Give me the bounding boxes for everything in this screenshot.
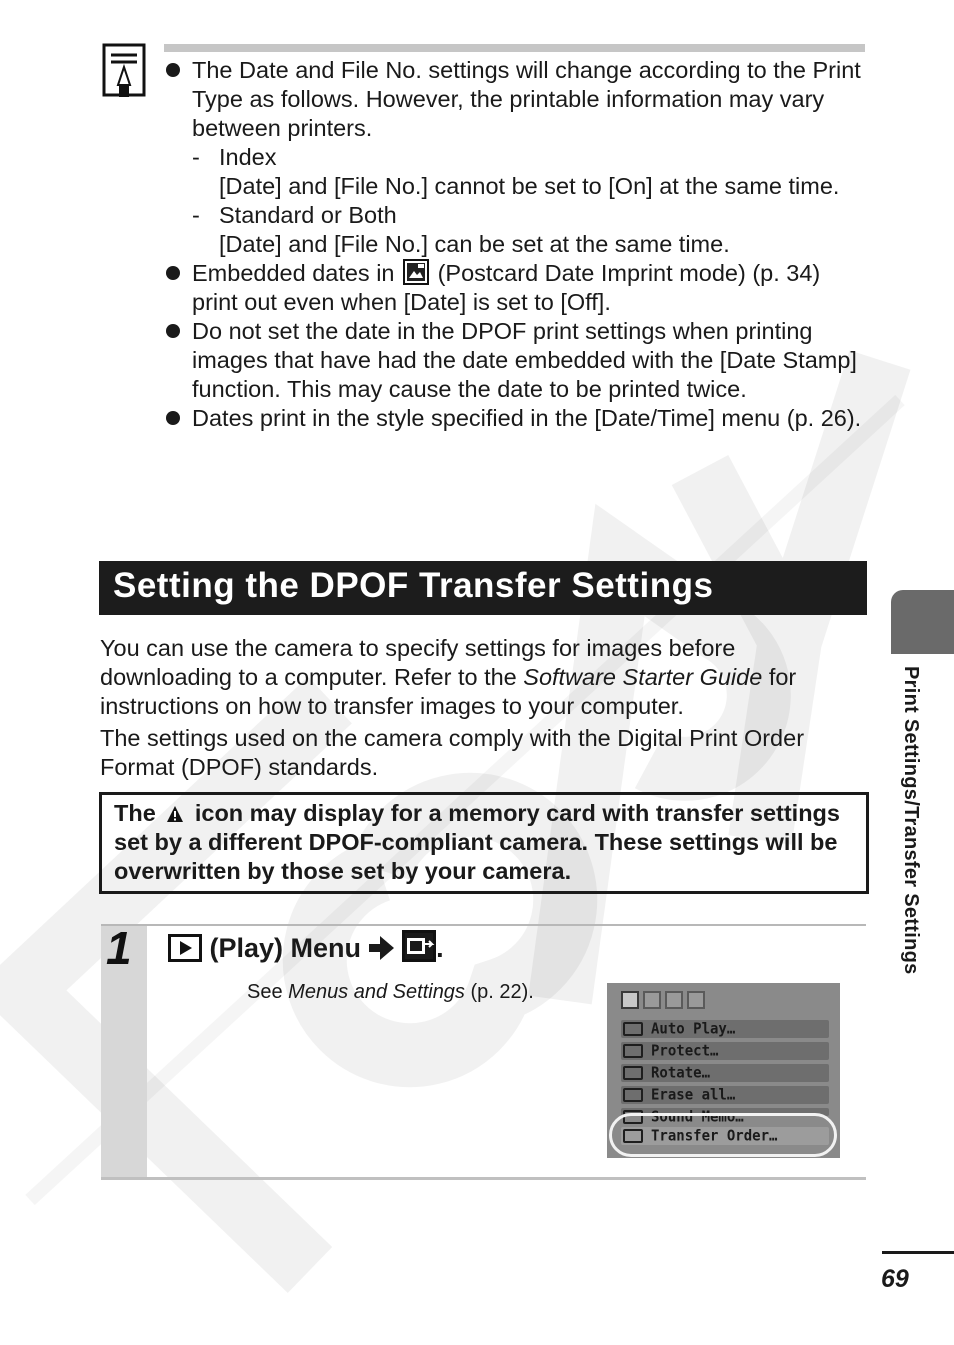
note-text: Do not set the date in the DPOF print settings when printing images that have had the date embedded with the [Date Stamp] function. This may cause the date to be printed twice. bbox=[192, 318, 857, 402]
menu-label: (Play) Menu bbox=[209, 933, 362, 963]
note-item bbox=[164, 317, 864, 404]
lcd-mycamera-tab-icon bbox=[687, 991, 705, 1009]
intro-paragraph bbox=[100, 634, 870, 721]
selection-highlight bbox=[609, 1113, 837, 1157]
lcd-menu-item: Erase all… bbox=[621, 1086, 829, 1104]
step-top-line bbox=[101, 924, 866, 926]
warning-box bbox=[99, 792, 869, 894]
lcd-play-tab-icon bbox=[621, 991, 639, 1009]
note-text-post: (Postcard Date Imprint mode) (p. 34) print out even when [Date] is set to [Off]. bbox=[192, 260, 821, 315]
see-italic: Menus and Settings bbox=[288, 981, 465, 1003]
play-icon bbox=[168, 934, 202, 962]
see-pre: See bbox=[247, 981, 289, 1003]
note-subitem bbox=[192, 143, 864, 201]
lcd-menu-item: Auto Play… bbox=[621, 1020, 829, 1038]
intro-text-post: for instructions on how to transfer images to your computer. bbox=[100, 664, 797, 719]
note-text-pre: Embedded dates in bbox=[192, 260, 395, 286]
lcd-menu-item: Sound Memo… bbox=[621, 1108, 829, 1116]
note-list bbox=[164, 56, 864, 433]
section-title: Setting the DPOF Transfer Settings bbox=[99, 561, 867, 615]
key-icon bbox=[623, 1044, 643, 1058]
postcard-date-imprint-icon bbox=[403, 259, 429, 285]
subitem-body: [Date] and [File No.] can be set at the same time. bbox=[219, 231, 730, 257]
step-bottom-line bbox=[101, 1177, 866, 1180]
note-item bbox=[164, 404, 864, 433]
intro-paragraph-2: The settings used on the camera comply with the Digital Print Order Format (DPOF) standards. bbox=[100, 725, 805, 780]
note-top-bar bbox=[164, 44, 865, 52]
bullet-icon bbox=[166, 266, 180, 280]
intro-text-pre: You can use the camera to specify settings for images before downloading to a computer. Refer to the bbox=[100, 635, 736, 690]
warning-text-post: icon may display for a memory card with transfer settings set by a different DPOF-compliant camera. These settings will be overwritten by those set by your camera. bbox=[114, 800, 840, 884]
subitem-body: [Date] and [File No.] cannot be set to [On] at the same time. bbox=[219, 173, 840, 199]
step-number: 1 bbox=[106, 922, 132, 974]
page-number: 69 bbox=[881, 1265, 909, 1293]
heading-end: . bbox=[436, 933, 444, 963]
see-post: (p. 22). bbox=[464, 981, 534, 1003]
warning-triangle-icon bbox=[166, 805, 184, 823]
chapter-label: Print Settings/Transfer Settings bbox=[900, 666, 922, 975]
see-reference bbox=[247, 978, 534, 1006]
memo-note-icon bbox=[102, 43, 146, 99]
auto-play-icon bbox=[623, 1022, 643, 1036]
arrow-right-icon bbox=[369, 934, 395, 962]
lcd-menu-item: Rotate… bbox=[621, 1064, 829, 1082]
rotate-icon bbox=[623, 1066, 643, 1080]
lcd-setup-tab-icon bbox=[665, 991, 683, 1009]
dash: - bbox=[192, 202, 200, 228]
lcd-menu-item: Protect… bbox=[621, 1042, 829, 1060]
transfer-order-icon bbox=[402, 930, 436, 962]
lcd-menu-item-selected: Transfer Order… bbox=[621, 1127, 829, 1145]
subitem-title: Standard or Both bbox=[219, 202, 397, 228]
page-number-rule bbox=[882, 1251, 954, 1254]
note-text: Dates print in the style specified in the [Date/Time] menu (p. 26). bbox=[192, 405, 862, 431]
guide-title: Software Starter Guide bbox=[523, 664, 763, 690]
note-item bbox=[164, 56, 864, 259]
bullet-icon bbox=[166, 63, 180, 77]
bullet-icon bbox=[166, 411, 180, 425]
note-text: The Date and File No. settings will change according to the Print Type as follows. However, the printable information may vary between printers. bbox=[192, 57, 861, 141]
bullet-icon bbox=[166, 324, 180, 338]
note-subitem bbox=[192, 201, 864, 259]
camera-menu-screenshot bbox=[607, 983, 840, 1158]
note-item bbox=[164, 259, 864, 317]
subitem-title: Index bbox=[219, 144, 277, 170]
step-heading bbox=[168, 930, 444, 966]
chapter-tab bbox=[891, 590, 954, 654]
trash-icon bbox=[623, 1088, 643, 1102]
lcd-print-tab-icon bbox=[643, 991, 661, 1009]
lcd-tab-row bbox=[621, 991, 705, 1013]
dash: - bbox=[192, 144, 200, 170]
warning-text-pre: The bbox=[114, 800, 156, 826]
